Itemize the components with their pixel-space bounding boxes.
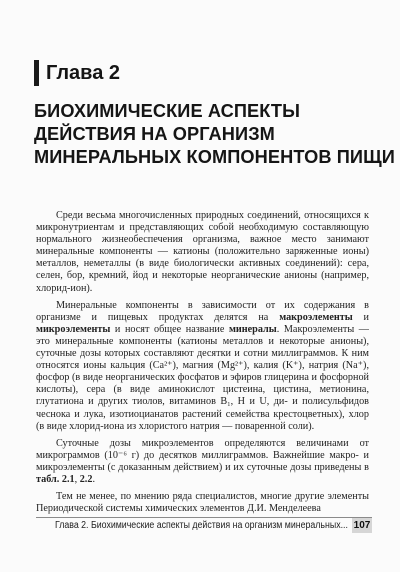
text-run: и носят общее название xyxy=(110,323,229,335)
paragraph xyxy=(36,438,369,486)
text-run: и xyxy=(352,311,369,323)
title-line: МИНЕРАЛЬНЫХ КОМПОНЕНТОВ ПИЩИ xyxy=(34,147,395,167)
page-number: 107 xyxy=(353,520,371,531)
text-run: . Макроэлементы — это минеральные компоненты (катионы металлов и некоторые анионы), суточные дозы которых составляют десятки и сотни миллиграммов. К ним относятся ионы кальция (Ca²⁺), магния (Mg²⁺), калия (K⁺), натрия (Na⁺), фосфор (в виде неорганических фосфатов и эфиров глицерина и фосфорной кислоты), сера (в виде аминокислот цистеина, цистина, метионина, глутатиона и других тиолов, витаминов B₁, H и U, ди- и полисульфидов чеснока и лука, изотиоцианатов растений семейства крестоцветных), хлор (в виде хлорид-иона из хлористого натрия — поваренной соли). xyxy=(36,323,369,432)
chapter-title xyxy=(34,100,395,169)
footer-rule xyxy=(36,517,372,518)
title-line: БИОХИМИЧЕСКИЕ АСПЕКТЫ xyxy=(34,101,301,121)
page-footer xyxy=(0,517,400,533)
term-microelements: микроэлементы xyxy=(36,323,111,335)
paragraph: Тем не менее, по мнению ряда специалистов, многие другие элементы Периодической системы химических элементов Д.И. Менделеева xyxy=(36,491,369,515)
table-ref: табл. 2.1 xyxy=(36,473,75,485)
paragraph xyxy=(36,300,369,433)
running-title: Глава 2. Биохимические аспекты действия на организм минеральных... xyxy=(55,520,348,531)
text-run: . xyxy=(92,473,95,485)
term-macroelements: макроэлементы xyxy=(279,311,353,323)
term-minerals: минералы xyxy=(228,323,277,335)
title-line: ДЕЙСТВИЯ НА ОРГАНИЗМ xyxy=(34,124,275,144)
text-run: Суточные дозы микроэлементов определяются величинами от микрограммов (10⁻⁶ г) до десятков миллиграммов. Важнейшие макро- и микроэлементы (с доказанным действием) и их суточные дозы приведены в xyxy=(36,437,369,473)
text-run: Минеральные компоненты в зависимости от их содержания в организме и пищевых продуктах делятся на xyxy=(36,299,369,323)
table-ref: 2.2 xyxy=(79,473,93,485)
chapter-label: Глава 2 xyxy=(34,60,120,86)
text-run: , xyxy=(74,473,80,485)
paragraph: Среди весьма многочисленных природных соединений, относящихся к микронутриентам и представляющих собой необходимую составляющую нормального жизнеобеспечения организма, важное место занимают минеральные компоненты — катионы (положительно заряженные ионы) металлов, неметаллы (в виде биологически активных соединений): сера, селен, бор, кремний, йод и некоторые неорганические анионы (например, хлорид-ион). xyxy=(36,210,369,294)
body-text xyxy=(36,210,369,515)
